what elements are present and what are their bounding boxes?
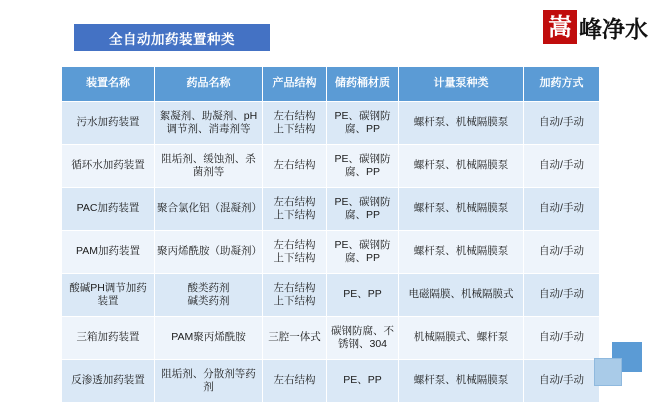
table-cell: 螺杆泵、机械隔膜泵 bbox=[399, 360, 524, 403]
column-header-device-name: 装置名称 bbox=[62, 67, 155, 102]
table-cell: PE、PP bbox=[327, 274, 399, 317]
table-cell: 螺杆泵、机械隔膜泵 bbox=[399, 188, 524, 231]
decorative-square-front bbox=[594, 358, 622, 386]
table-row bbox=[62, 145, 600, 188]
table-cell: PAM聚丙烯酰胺 bbox=[155, 317, 263, 360]
table-cell: 自动/手动 bbox=[524, 317, 600, 360]
table-row bbox=[62, 360, 600, 403]
table-row bbox=[62, 231, 600, 274]
table-cell: 自动/手动 bbox=[524, 360, 600, 403]
table bbox=[61, 66, 600, 403]
table-cell: 自动/手动 bbox=[524, 231, 600, 274]
table-cell: 左右结构 上下结构 bbox=[263, 102, 327, 145]
column-header-tank-material: 储药桶材质 bbox=[327, 67, 399, 102]
table-cell: 三箱加药装置 bbox=[62, 317, 155, 360]
company-logo bbox=[543, 10, 648, 44]
table-cell: PAC加药装置 bbox=[62, 188, 155, 231]
table-cell: 阻垢剂、缓蚀剂、杀菌剂等 bbox=[155, 145, 263, 188]
table-cell: 酸碱PH调节加药装置 bbox=[62, 274, 155, 317]
device-types-table bbox=[61, 66, 599, 403]
table-cell: 阻垢剂、分散剂等药剂 bbox=[155, 360, 263, 403]
decorative-squares bbox=[594, 342, 642, 386]
table-cell: 自动/手动 bbox=[524, 188, 600, 231]
table-cell: PE、碳钢防腐、PP bbox=[327, 145, 399, 188]
table-cell: 聚合氯化铝（混凝剂） bbox=[155, 188, 263, 231]
column-header-chemical-name: 药品名称 bbox=[155, 67, 263, 102]
table-cell: 左右结构 bbox=[263, 360, 327, 403]
column-header-product-structure: 产品结构 bbox=[263, 67, 327, 102]
column-header-dosing-mode: 加药方式 bbox=[524, 67, 600, 102]
table-cell: 螺杆泵、机械隔膜泵 bbox=[399, 231, 524, 274]
logo-text: 峰净水 bbox=[579, 16, 648, 43]
table-cell: PE、碳钢防腐、PP bbox=[327, 188, 399, 231]
table-cell: PE、碳钢防腐、PP bbox=[327, 231, 399, 274]
table-cell: 酸类药剂 碱类药剂 bbox=[155, 274, 263, 317]
table-cell: 聚丙烯酰胺（助凝剂） bbox=[155, 231, 263, 274]
table-cell: PE、PP bbox=[327, 360, 399, 403]
table-cell: 反渗透加药装置 bbox=[62, 360, 155, 403]
table-cell: 左右结构 上下结构 bbox=[263, 231, 327, 274]
table-cell: 碳钢防腐、不锈钢、304 bbox=[327, 317, 399, 360]
table-cell: 机械隔膜式、螺杆泵 bbox=[399, 317, 524, 360]
table-cell: 左右结构 上下结构 bbox=[263, 274, 327, 317]
table-cell: 循环水加药装置 bbox=[62, 145, 155, 188]
table-cell: 自动/手动 bbox=[524, 145, 600, 188]
table-cell: 左右结构 上下结构 bbox=[263, 188, 327, 231]
page-title bbox=[74, 24, 270, 51]
table-cell: 污水加药装置 bbox=[62, 102, 155, 145]
table-row bbox=[62, 102, 600, 145]
table-cell: 螺杆泵、机械隔膜泵 bbox=[399, 102, 524, 145]
table-cell: 左右结构 bbox=[263, 145, 327, 188]
table-body bbox=[62, 102, 600, 403]
table-header-row bbox=[62, 67, 600, 102]
table-cell: 三腔一体式 bbox=[263, 317, 327, 360]
table-row bbox=[62, 274, 600, 317]
table-cell: 絮凝剂、助凝剂、pH调节剂、消毒剂等 bbox=[155, 102, 263, 145]
table-cell: PE、碳钢防腐、PP bbox=[327, 102, 399, 145]
logo-mark-icon: 嵩 bbox=[543, 10, 577, 44]
table-cell: 自动/手动 bbox=[524, 102, 600, 145]
table-cell: 电磁隔膜、机械隔膜式 bbox=[399, 274, 524, 317]
table-row bbox=[62, 317, 600, 360]
column-header-pump-type: 计量泵种类 bbox=[399, 67, 524, 102]
page-title-label: 全自动加药装置种类 bbox=[109, 31, 235, 47]
table-row bbox=[62, 188, 600, 231]
table-cell: PAM加药装置 bbox=[62, 231, 155, 274]
table-cell: 自动/手动 bbox=[524, 274, 600, 317]
table-cell: 螺杆泵、机械隔膜泵 bbox=[399, 145, 524, 188]
